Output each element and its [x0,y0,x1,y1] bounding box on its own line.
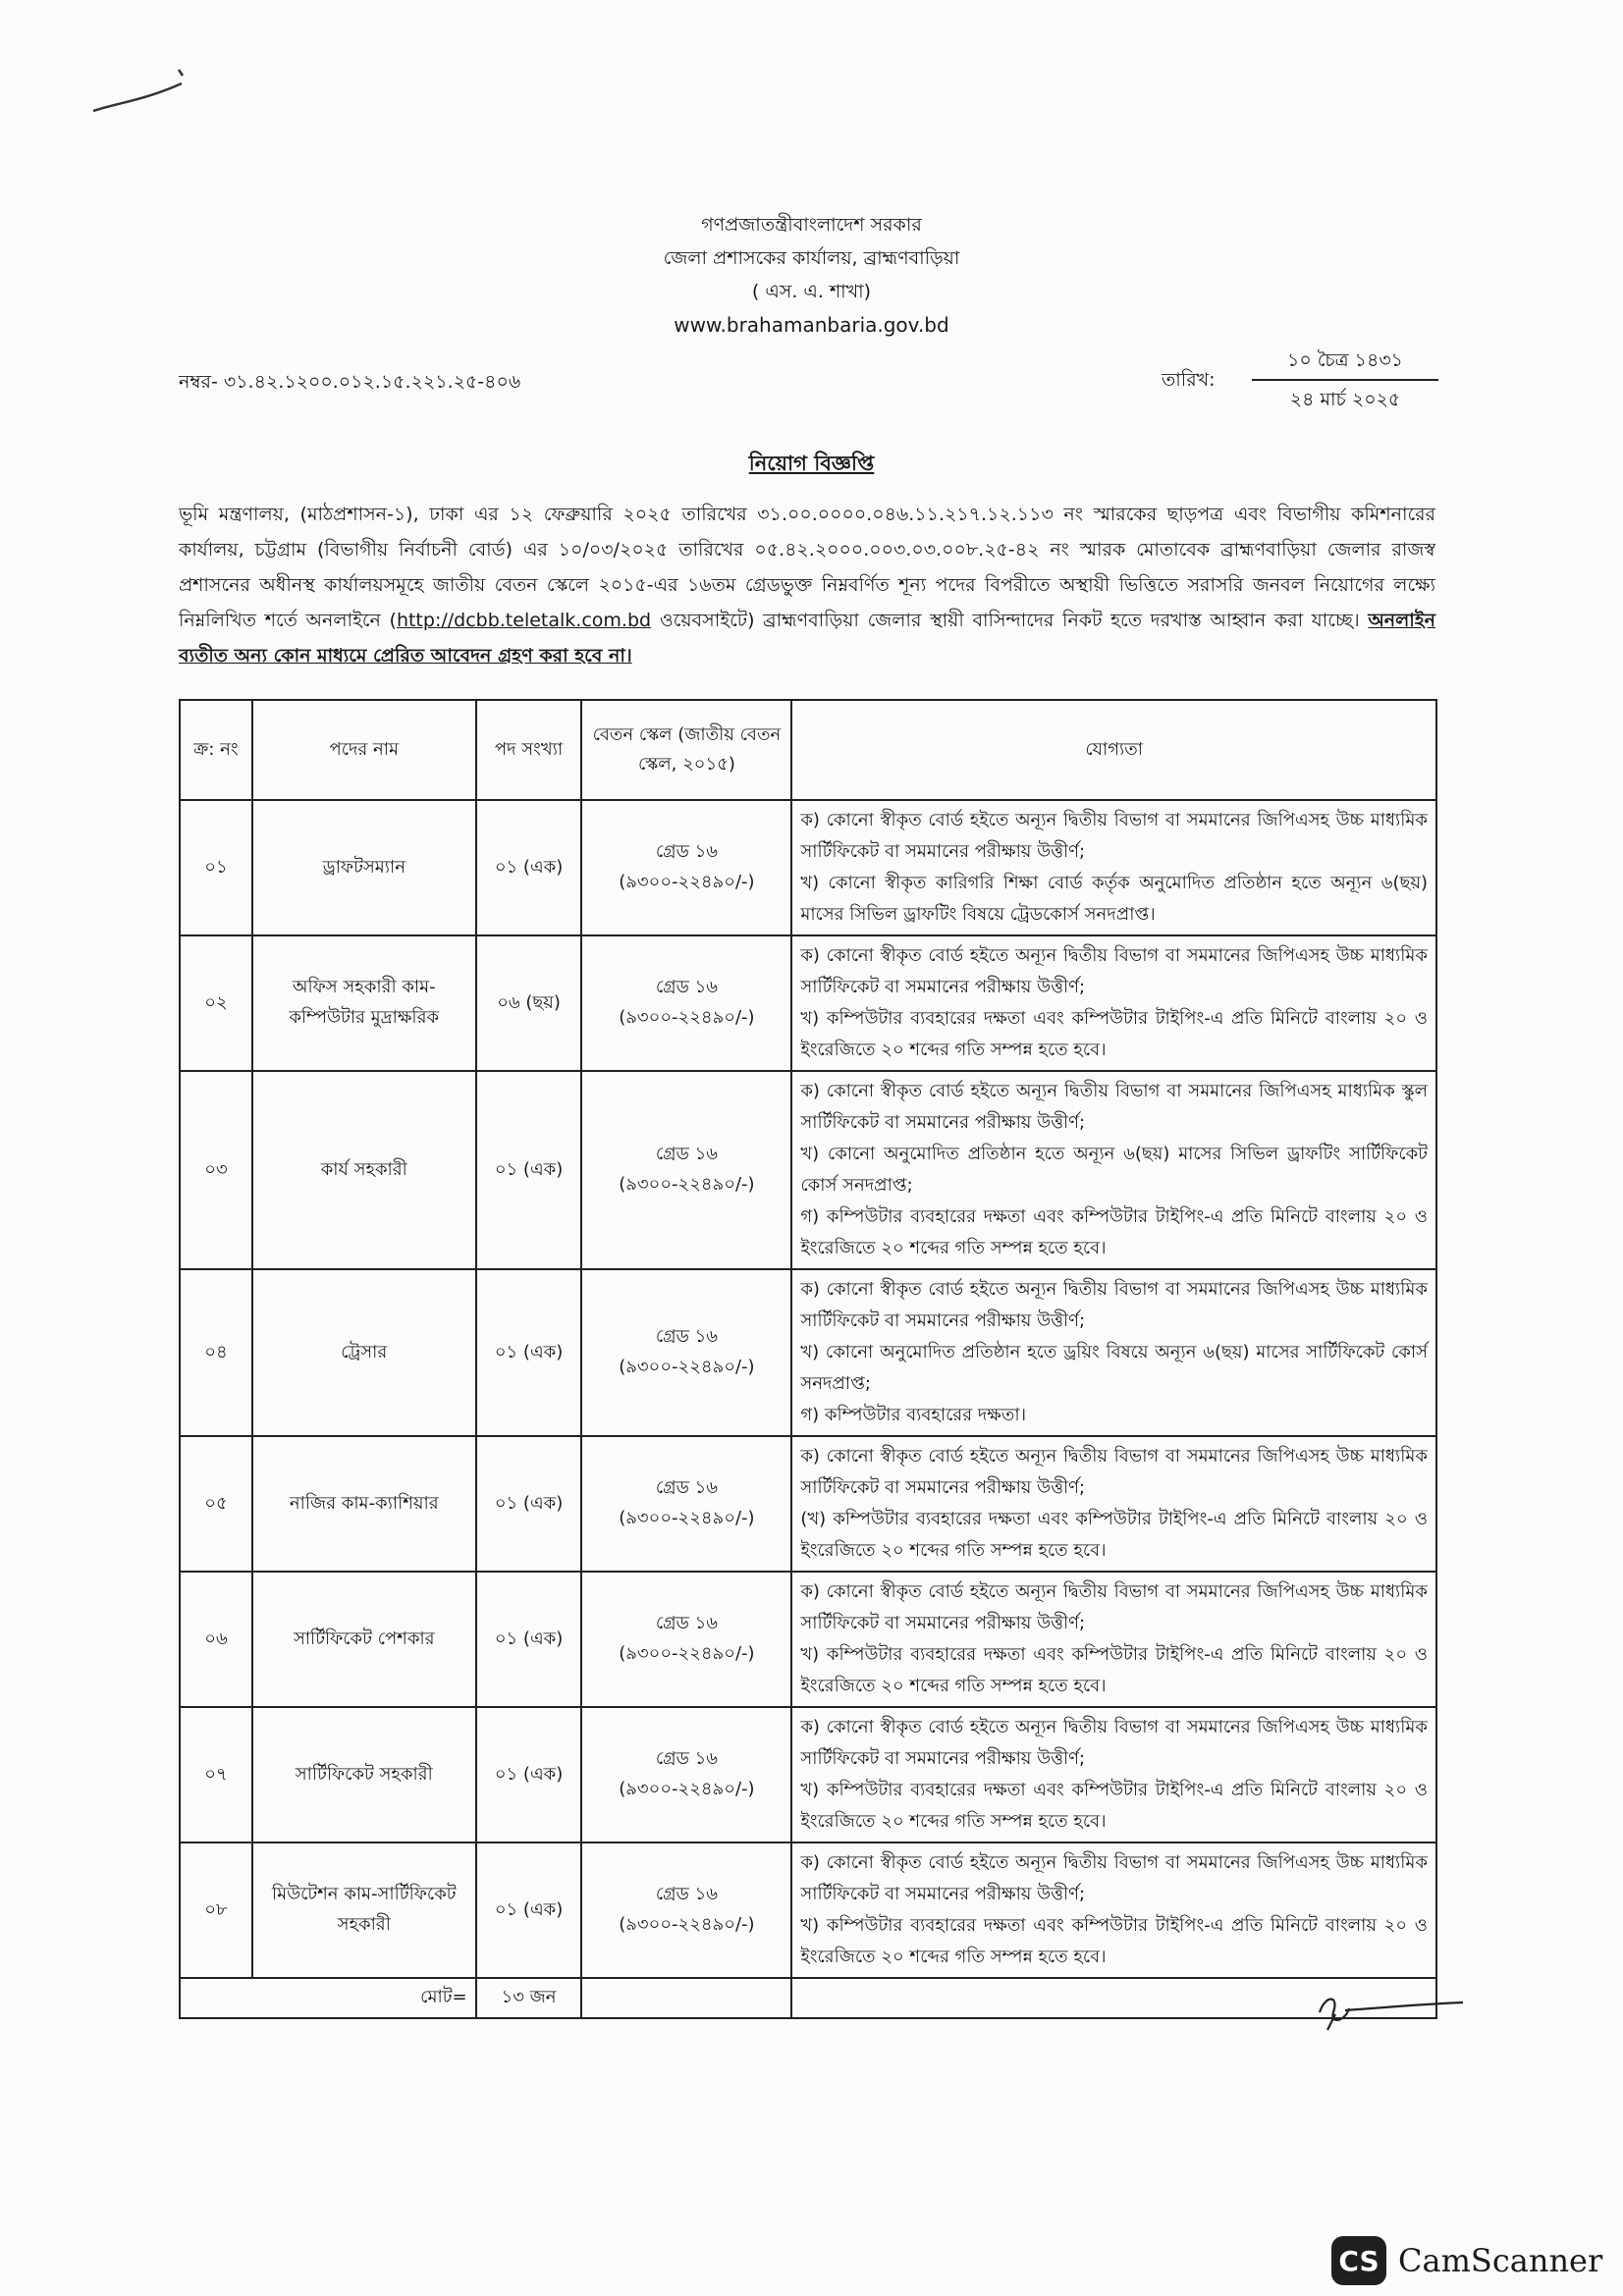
post-count-cell: ০১ (এক) [476,800,582,935]
signature [1306,1983,1473,2042]
scale-text: (৯৩০০-২২৪৯০/-) [619,1007,755,1028]
qualification-cell [791,800,1436,935]
post-name-cell: নাজির কাম-ক্যাশিয়ার [252,1436,476,1572]
camscanner-watermark [1331,2236,1602,2285]
table-row [180,1436,1436,1572]
handwritten-mark [88,54,196,123]
pay-scale-cell [581,1071,791,1269]
pay-scale-cell [581,1269,791,1436]
serial-cell: ০২ [180,935,252,1071]
post-name-cell: সার্টিফিকেট পেশকার [252,1572,476,1707]
qualification-cell [791,1071,1436,1269]
notice-title [0,448,1623,482]
qualification-cell [791,1842,1436,1978]
qualification-cell [791,1436,1436,1572]
qualification-item: ক) কোনো স্বীকৃত বোর্ড হইতে অন্যূন দ্বিতীয় বিভাগ বা সমমানের জিপিএসহ উচ্চ মাধ্যমিক সার্টিফিকেট বা সমমানের পরীক্ষায় উত্তীর্ণ; [800,1446,1428,1498]
grade-text: গ্রেড ১৬ [655,1477,718,1498]
date-english: ২৪ মার্চ ২০২৫ [1289,389,1401,410]
qualification-item: খ) কম্পিউটার ব্যবহারের দক্ষতা এবং কম্পিউটার টাইপিং-এ প্রতি মিনিটে বাংলায় ২০ ও ইংরেজিতে ২০ শব্দের গতি সম্পন্ন হতে হবে। [800,1644,1428,1696]
qualification-item: গ) কম্পিউটার ব্যবহারের দক্ষতা এবং কম্পিউটার টাইপিং-এ প্রতি মিনিটে বাংলায় ২০ ও ইংরেজিতে ২০ শব্দের গতি সম্পন্ন হতে হবে। [800,1206,1428,1258]
column-header-count: পদ সংখ্যা [476,700,582,800]
qualification-item: খ) কোনো স্বীকৃত কারিগরি শিক্ষা বোর্ড কর্তৃক অনুমোদিত প্রতিষ্ঠান হতে অন্যূন ৬(ছয়) মাসের সিভিল ড্রাফটিং বিষয়ে ট্রেডকোর্স সনদপ্রাপ্ত। [800,873,1428,925]
scale-text: (৯৩০০-২২৪৯০/-) [619,1357,755,1377]
pay-scale-cell [581,1572,791,1707]
qualification-item: ক) কোনো স্বীকৃত বোর্ড হইতে অন্যূন দ্বিতীয় বিভাগ বা সমমানের জিপিএসহ মাধ্যমিক স্কুল সার্টিফিকেট বা সমমানের পরীক্ষায় উত্তীর্ণ; [800,1081,1428,1133]
table-row [180,1269,1436,1436]
pay-scale-cell [581,1436,791,1572]
scale-text: (৯৩০০-২২৪৯০/-) [619,872,755,892]
post-count-cell: ০১ (এক) [476,1572,582,1707]
pay-scale-cell [581,1707,791,1842]
scale-text: (৯৩০০-২২৪৯০/-) [619,1779,755,1799]
pay-scale-cell [581,800,791,935]
intro-text-after-link: ওয়েবসাইটে) ব্রাহ্মণবাড়িয়া জেলার স্থায়ী বাসিন্দাদের নিকট হতে দরখাস্ত আহ্বান করা যাচ্ছে। [651,610,1369,631]
camscanner-label: CamScanner [1398,2242,1603,2279]
intro-text: ভূমি মন্ত্রণালয়, (মাঠপ্রশাসন-১), ঢাকা এর ১২ ফেব্রুয়ারি ২০২৫ তারিখের ৩১.০০.০০০০.০৪৬.১১.২১৭.১২.১১৩ নং স্মারকের ছাড়পত্র এবং বিভাগীয় কমিশনারের কার্যালয়, চট্টগ্রাম (বিভাগীয় নির্বাচনী বোর্ড) এর ১০/০৩/২০২৫ তারিখের ০৫.৪২.২০০০.০০৩.০৩.০০৮.২৫-৪২ নং স্মারক মোতাবেক ব্রাহ্মণবাড়িয়া জেলার রাজস্ব প্রশাসনের অধীনস্থ কার্যালয়সমূহে জাতীয় বেতন স্কেলে ২০১৫-এর ১৬তম গ্রেডভুক্ত নিম্নবর্ণিত শূন্য পদের বিপরীতে অস্থায়ী ভিত্তিতে সরাসরি জনবল নিয়োগের লক্ষ্যে নিম্নলিখিত শর্তে অনলাইনে ( [179,504,1435,631]
serial-cell: ০৫ [180,1436,252,1572]
qualification-item: খ) কোনো অনুমোদিত প্রতিষ্ঠান হতে ড্রয়িং বিষয়ে অন্যূন ৬(ছয়) মাসের সার্টিফিকেট কোর্স সনদপ্রাপ্ত; [800,1342,1428,1394]
table-total-row [180,1978,1436,2018]
column-header-serial: ক্র: নং [180,700,252,800]
serial-cell: ০৬ [180,1572,252,1707]
grade-text: গ্রেড ১৬ [655,1884,718,1904]
table-header-row [180,700,1436,800]
qualification-item: ক) কোনো স্বীকৃত বোর্ড হইতে অন্যূন দ্বিতীয় বিভাগ বা সমমানের জিপিএসহ উচ্চ মাধ্যমিক সার্টিফিকেট বা সমমানের পরীক্ষায় উত্তীর্ণ; [800,1852,1428,1904]
qualification-cell [791,1572,1436,1707]
serial-cell: ০৪ [180,1269,252,1436]
post-name-cell: ড্রাফটসম্যান [252,800,476,935]
grade-text: গ্রেড ১৬ [655,977,718,997]
post-count-cell: ০৬ (ছয়) [476,935,582,1071]
qualification-item: ক) কোনো স্বীকৃত বোর্ড হইতে অন্যূন দ্বিতীয় বিভাগ বা সমমানের জিপিএসহ উচ্চ মাধ্যমিক সার্টিফিকেট বা সমমানের পরীক্ষায় উত্তীর্ণ; [800,1581,1428,1633]
camscanner-logo-icon: CS [1331,2236,1386,2285]
intro-paragraph [179,497,1435,673]
total-label: মোট= [180,1978,476,2018]
application-link[interactable]: http://dcbb.teletalk.com.bd [396,610,652,631]
table-row [180,1071,1436,1269]
post-count-cell: ০১ (এক) [476,1436,582,1572]
table-row [180,1707,1436,1842]
serial-cell: ০১ [180,800,252,935]
qualification-cell [791,935,1436,1071]
government-name: গণপ্রজাতন্ত্রীবাংলাদেশ সরকার [701,214,922,236]
qualification-item: ক) কোনো স্বীকৃত বোর্ড হইতে অন্যূন দ্বিতীয় বিভাগ বা সমমানের জিপিএসহ উচ্চ মাধ্যমিক সার্টিফিকেট বা সমমানের পরীক্ষায় উত্তীর্ণ; [800,945,1428,997]
online-only-note: অনলাইন ব্যতীত অন্য কোন মাধ্যমে প্রেরিত আবেদন গ্রহণ করা হবে না। [179,610,1435,667]
qualification-item: গ) কম্পিউটার ব্যবহারের দক্ষতা। [800,1405,1027,1425]
total-value: ১৩ জন [476,1978,582,2018]
date-label: তারিখ: [1162,369,1216,391]
column-header-qualification: যোগ্যতা [791,700,1436,800]
qualification-item: খ) কোনো অনুমোদিত প্রতিষ্ঠান হতে অন্যূন ৬(ছয়) মাসের সিভিল ড্রাফটিং সার্টিফিকেট কোর্স সনদপ্রাপ্ত; [800,1144,1428,1196]
letterhead [0,208,1623,342]
date-block [1252,342,1438,418]
post-count-cell: ০১ (এক) [476,1842,582,1978]
date-bangla: ১০ চৈত্র ১৪৩১ [1252,342,1438,381]
notice-title-text: নিয়োগ বিজ্ঞপ্তি [748,452,875,475]
vacancy-table [179,699,1437,2019]
scale-text: (৯৩০০-২২৪৯০/-) [619,1508,755,1528]
section-name: ( এস. এ. শাখা) [751,281,872,302]
table-row [180,935,1436,1071]
column-header-post: পদের নাম [252,700,476,800]
serial-cell: ০৩ [180,1071,252,1269]
post-name-cell: কার্য সহকারী [252,1071,476,1269]
scale-text: (৯৩০০-২২৪৯০/-) [619,1643,755,1664]
grade-text: গ্রেড ১৬ [655,1144,718,1164]
table-row [180,800,1436,935]
grade-text: গ্রেড ১৬ [655,841,718,862]
post-name-cell: সার্টিফিকেট সহকারী [252,1707,476,1842]
table-row [180,1842,1436,1978]
post-name-cell: ট্রেসার [252,1269,476,1436]
post-name-cell: অফিস সহকারী কাম-কম্পিউটার মুদ্রাক্ষরিক [252,935,476,1071]
qualification-item: ক) কোনো স্বীকৃত বোর্ড হইতে অন্যূন দ্বিতীয় বিভাগ বা সমমানের জিপিএসহ উচ্চ মাধ্যমিক সার্টিফিকেট বা সমমানের পরীক্ষায় উত্তীর্ণ; [800,1279,1428,1331]
column-header-scale: বেতন স্কেল (জাতীয় বেতন স্কেল, ২০১৫) [581,700,791,800]
scale-text: (৯৩০০-২২৪৯০/-) [619,1174,755,1195]
post-count-cell: ০১ (এক) [476,1269,582,1436]
scale-text: (৯৩০০-২২৪৯০/-) [619,1914,755,1935]
qualification-cell [791,1707,1436,1842]
qualification-item: খ) কম্পিউটার ব্যবহারের দক্ষতা এবং কম্পিউটার টাইপিং-এ প্রতি মিনিটে বাংলায় ২০ ও ইংরেজিতে ২০ শব্দের গতি সম্পন্ন হতে হবে। [800,1008,1428,1060]
total-empty-cell [581,1978,791,2018]
serial-cell: ০৮ [180,1842,252,1978]
grade-text: গ্রেড ১৬ [655,1613,718,1633]
post-count-cell: ০১ (এক) [476,1707,582,1842]
table-row [180,1572,1436,1707]
serial-cell: ০৭ [180,1707,252,1842]
qualification-item: ক) কোনো স্বীকৃত বোর্ড হইতে অন্যূন দ্বিতীয় বিভাগ বা সমমানের জিপিএসহ উচ্চ মাধ্যমিক সার্টিফিকেট বা সমমানের পরীক্ষায় উত্তীর্ণ; [800,1717,1428,1769]
pay-scale-cell [581,935,791,1071]
post-count-cell: ০১ (এক) [476,1071,582,1269]
grade-text: গ্রেড ১৬ [655,1326,718,1347]
qualification-item: খ) কম্পিউটার ব্যবহারের দক্ষতা এবং কম্পিউটার টাইপিং-এ প্রতি মিনিটে বাংলায় ২০ ও ইংরেজিতে ২০ শব্দের গতি সম্পন্ন হতে হবে। [800,1915,1428,1967]
qualification-item: (খ) কম্পিউটার ব্যবহারের দক্ষতা এবং কম্পিউটার টাইপিং-এ প্রতি মিনিটে বাংলায় ২০ ও ইংরেজিতে ২০ শব্দের গতি সম্পন্ন হতে হবে। [800,1509,1428,1561]
qualification-item: ক) কোনো স্বীকৃত বোর্ড হইতে অন্যূন দ্বিতীয় বিভাগ বা সমমানের জিপিএসহ উচ্চ মাধ্যমিক সার্টিফিকেট বা সমমানের পরীক্ষায় উত্তীর্ণ; [800,810,1428,862]
grade-text: গ্রেড ১৬ [655,1748,718,1769]
office-name: জেলা প্রশাসকের কার্যালয়, ব্রাহ্মণবাড়িয়া [663,247,960,269]
post-name-cell: মিউটেশন কাম-সার্টিফিকেট সহকারী [252,1842,476,1978]
qualification-item: খ) কম্পিউটার ব্যবহারের দক্ষতা এবং কম্পিউটার টাইপিং-এ প্রতি মিনিটে বাংলায় ২০ ও ইংরেজিতে ২০ শব্দের গতি সম্পন্ন হতে হবে। [800,1780,1428,1832]
website-url: www.brahamanbaria.gov.bd [674,313,949,337]
memo-number: নম্বর- ৩১.৪২.১২০০.০১২.১৫.২২১.২৫-৪০৬ [179,371,521,393]
pay-scale-cell [581,1842,791,1978]
qualification-cell [791,1269,1436,1436]
